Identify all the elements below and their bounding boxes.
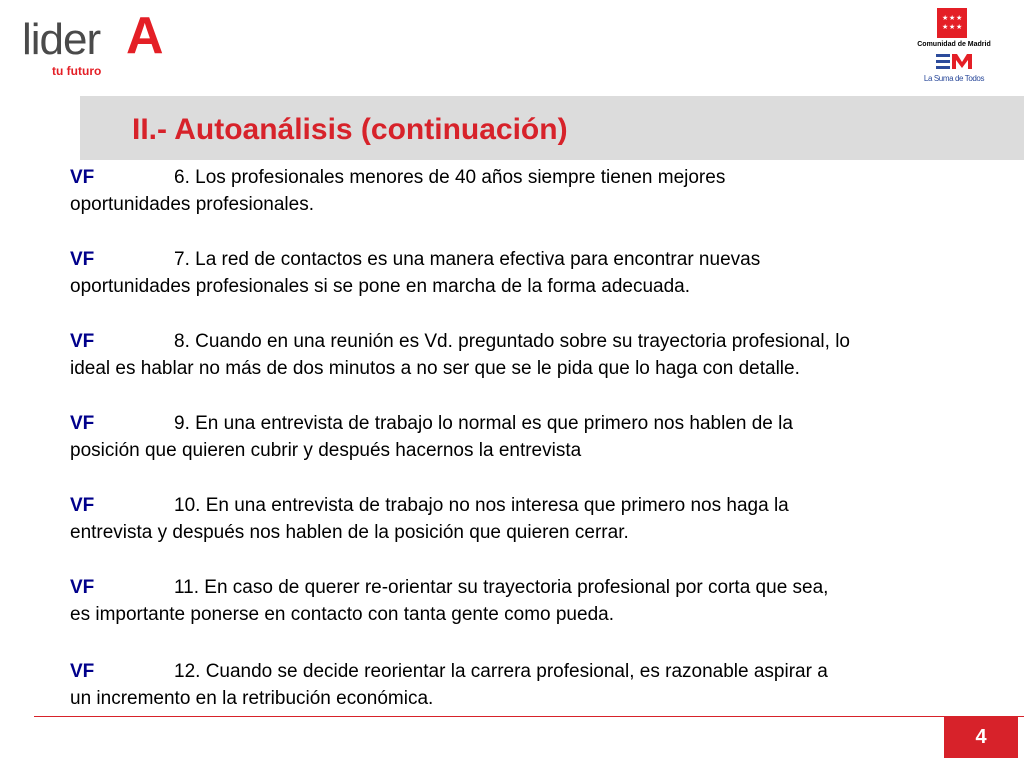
footer-divider	[34, 716, 1024, 717]
sm-logo-icon	[936, 54, 972, 70]
lidera-logo	[22, 8, 182, 80]
statement-text-line2: ideal es hablar no más de dos minutos a no ser que se le pida que lo haga con detalle.	[70, 358, 800, 379]
logo-tagline: tu futuro	[52, 64, 102, 78]
vf-marker: VF	[70, 167, 95, 188]
slide-title: II.- Autoanálisis (continuación)	[132, 113, 568, 146]
madrid-flag-icon: ★ ★ ★ ★ ★ ★	[937, 8, 967, 38]
statement-text-line2: entrevista y después nos hablen de la posición que quieren cerrar.	[70, 522, 629, 543]
vf-marker: VF	[70, 661, 95, 682]
logo-wordmark: lider	[22, 15, 101, 64]
statement-text-line2: es importante ponerse en contacto con tanta gente como pueda.	[70, 604, 614, 625]
vf-marker: VF	[70, 577, 95, 598]
statement-text-line1: 8. Cuando en una reunión es Vd. preguntado sobre su trayectoria profesional, lo	[174, 331, 851, 352]
madrid-name-label: Comunidad de Madrid	[917, 41, 991, 48]
logo-letter-a: A	[126, 7, 164, 65]
page-number-badge: 4	[944, 716, 1018, 758]
sm-tagline: La Suma de Todos	[923, 74, 985, 83]
vf-marker: VF	[70, 413, 95, 434]
statement-text-line1: 6. Los profesionales menores de 40 años siempre tienen mejores	[174, 167, 726, 188]
vf-marker: VF	[70, 495, 95, 516]
statement-text-line2: un incremento en la retribución económica.	[70, 688, 434, 709]
statement-text-line1: 7. La red de contactos es una manera efectiva para encontrar nuevas	[174, 249, 761, 270]
statement-text-line1: 9. En una entrevista de trabajo lo normal es que primero nos hablen de la	[174, 413, 793, 434]
statement-text-line1: 10. En una entrevista de trabajo no nos interesa que primero nos haga la	[174, 495, 789, 516]
title-bar	[80, 96, 1024, 160]
statement-text-line2: posición que quieren cubrir y después hacernos la entrevista	[70, 440, 582, 461]
statement-text-line2: oportunidades profesionales.	[70, 194, 315, 215]
statement-text-line2: oportunidades profesionales si se pone en marcha de la forma adecuada.	[70, 276, 691, 297]
statement-text-line1: 11. En caso de querer re-orientar su trayectoria profesional por corta que sea,	[174, 577, 829, 598]
statement-text-line1: 12. Cuando se decide reorientar la carrera profesional, es razonable aspirar a	[174, 661, 828, 682]
comunidad-madrid-logo	[906, 8, 1002, 88]
vf-marker: VF	[70, 249, 95, 270]
vf-marker: VF	[70, 331, 95, 352]
